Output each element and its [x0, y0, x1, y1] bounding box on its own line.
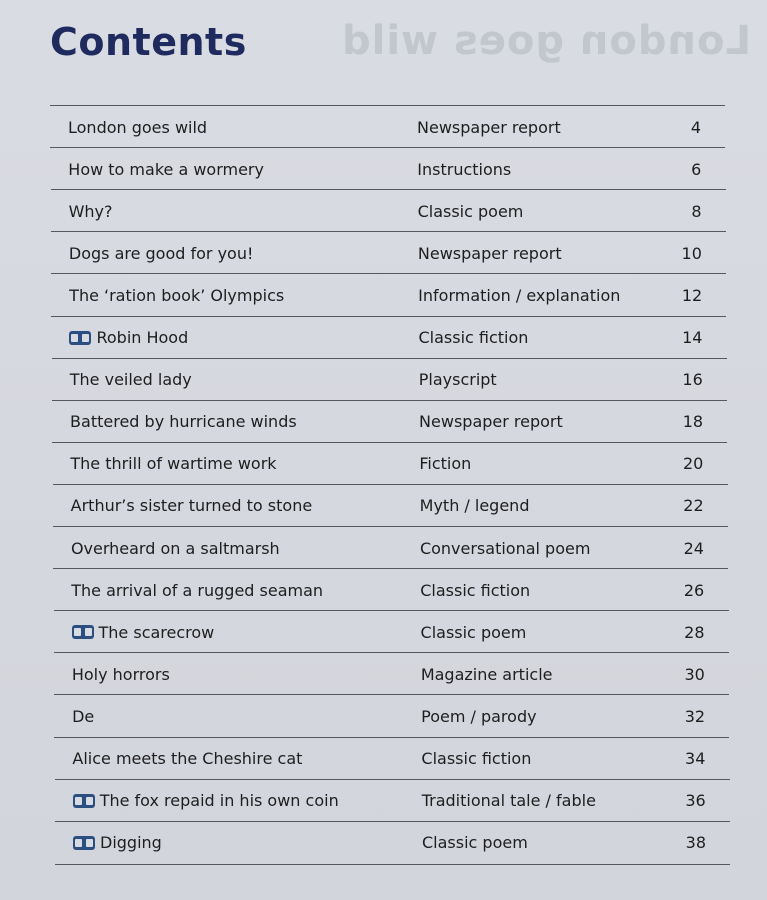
entry-title-text: Dogs are good for you!: [68, 243, 254, 263]
entry-title: [70, 454, 276, 473]
entry-title-text: Robin Hood: [96, 328, 189, 347]
contents-row: [52, 400, 727, 443]
contents-row: [53, 484, 728, 527]
entry-type: Classic poem: [417, 201, 524, 221]
entry-page-number: 32: [684, 706, 706, 726]
entry-type: Classic poem: [422, 833, 528, 853]
contents-row: [54, 610, 729, 653]
entry-page-number: 8: [691, 201, 702, 221]
entry-type: Classic fiction: [421, 749, 532, 768]
entry-page-number: 20: [682, 454, 704, 474]
entry-page-number: 38: [685, 833, 706, 853]
entry-page-number: 4: [690, 117, 701, 137]
entry-title-text: The scarecrow: [98, 622, 215, 642]
entry-page-number: 34: [685, 749, 706, 768]
contents-row: [54, 694, 729, 737]
entry-type: Magazine article: [420, 664, 553, 684]
show-through-title: London goes wild: [341, 18, 751, 64]
entry-page-number: 10: [681, 243, 702, 263]
entry-type: Conversational poem: [419, 538, 591, 558]
entry-title: [71, 496, 313, 515]
contents-row: [50, 147, 725, 190]
contents-row: [52, 358, 727, 401]
entry-type: Playscript: [418, 370, 497, 390]
entry-type: Poem / parody: [421, 706, 537, 726]
entry-type: Myth / legend: [419, 496, 530, 516]
entry-type: Instructions: [417, 159, 512, 179]
entry-page-number: 24: [683, 538, 704, 558]
contents-row: [51, 231, 726, 274]
entry-title: [70, 370, 192, 389]
entry-title: [69, 286, 284, 305]
open-book-icon: [73, 836, 95, 850]
contents-row: [51, 189, 726, 232]
entry-type: Fiction: [419, 454, 472, 474]
entry-type: Newspaper report: [419, 412, 563, 432]
entry-title-text: The ‘ration book’ Olympics: [69, 285, 285, 305]
entry-page-number: 22: [683, 496, 704, 516]
contents-row: [55, 821, 730, 865]
entry-title-text: Arthur’s sister turned to stone: [70, 496, 313, 516]
entry-title-text: De: [72, 706, 95, 726]
entry-page-number: 28: [684, 622, 705, 642]
entry-title-text: Holy horrors: [71, 664, 170, 684]
contents-row: [51, 273, 726, 316]
entry-title: [73, 791, 339, 810]
entry-title-text: Digging: [100, 833, 162, 853]
entry-title-text: Overheard on a saltmarsh: [70, 538, 280, 558]
contents-row: [53, 568, 728, 611]
entry-type: Information / explanation: [418, 285, 621, 305]
entry-title-text: The thrill of wartime work: [70, 454, 277, 474]
contents-row: [54, 737, 729, 780]
entry-title-text: London goes wild: [68, 117, 208, 137]
entry-page-number: 18: [682, 412, 704, 432]
entry-page-number: 16: [682, 370, 703, 390]
entry-page-number: 6: [691, 159, 702, 179]
entry-type: Classic fiction: [420, 580, 531, 600]
entry-title: [69, 328, 188, 347]
entry-title: [73, 833, 162, 852]
entry-title: [72, 749, 302, 768]
entry-title: [69, 202, 113, 221]
entry-title: [71, 539, 280, 558]
entry-title-text: The arrival of a rugged seaman: [71, 580, 324, 600]
entry-title: [68, 118, 207, 137]
entry-page-number: 30: [684, 664, 705, 684]
entry-title-text: How to make a wormery: [68, 159, 264, 179]
contents-row: [52, 442, 727, 485]
open-book-icon: [69, 331, 91, 345]
entry-page-number: 26: [683, 580, 705, 600]
entry-title: [70, 412, 297, 431]
entry-type: Traditional tale / fable: [421, 791, 596, 811]
contents-row: [53, 526, 728, 569]
entry-page-number: 36: [685, 791, 706, 811]
entry-title: [72, 623, 215, 642]
entry-title: [72, 707, 94, 726]
contents-row: [55, 779, 730, 822]
entry-type: Newspaper report: [417, 243, 562, 263]
contents-row: [54, 652, 729, 695]
entry-title: [68, 160, 264, 179]
page-title: Contents: [50, 20, 247, 64]
entry-type: Newspaper report: [417, 117, 561, 137]
entry-title-text: The fox repaid in his own coin: [99, 791, 339, 811]
open-book-icon: [73, 794, 95, 808]
entry-title-text: The veiled lady: [69, 370, 192, 390]
entry-type: Classic poem: [420, 622, 527, 642]
entry-page-number: 12: [681, 285, 703, 305]
entry-title: [71, 581, 323, 600]
entry-type: Classic fiction: [418, 328, 529, 347]
entry-title-text: Why?: [68, 201, 113, 221]
entry-title-text: Alice meets the Cheshire cat: [72, 749, 303, 768]
entry-title: [72, 665, 170, 684]
open-book-icon: [72, 625, 94, 639]
entry-title: [69, 244, 254, 263]
contents-row: [50, 105, 725, 148]
entry-title-text: Battered by hurricane winds: [70, 412, 297, 432]
entry-page-number: 14: [682, 328, 703, 347]
contents-row: [51, 316, 726, 359]
